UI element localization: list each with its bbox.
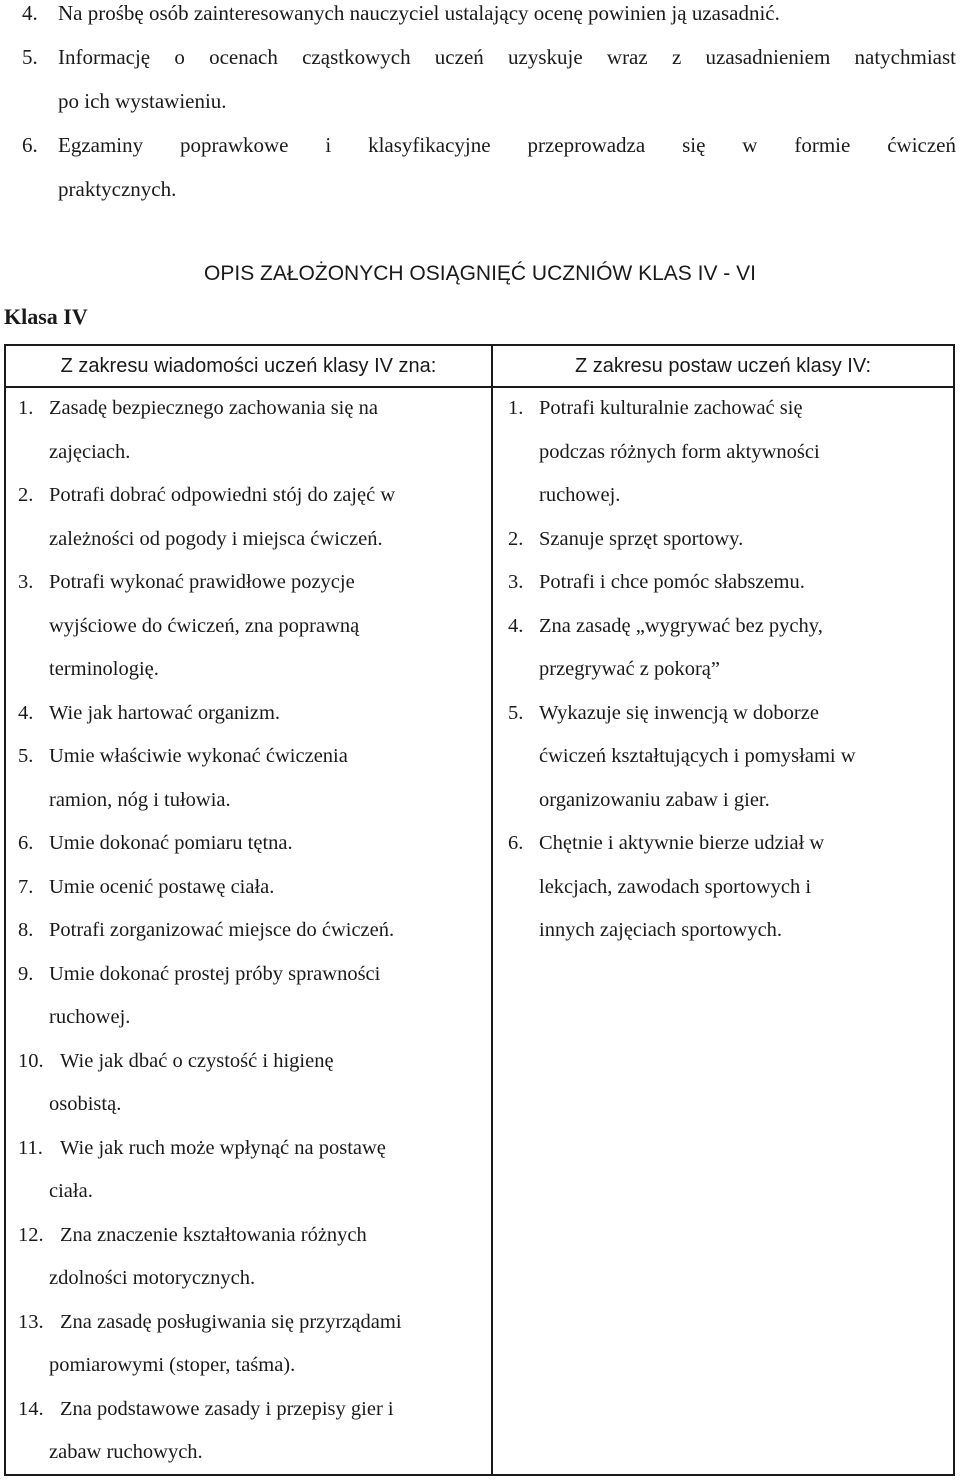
- attitudes-column-header: Z zakresu postaw uczeń klasy IV:: [574, 355, 872, 377]
- list-item-number: 2.: [508, 527, 524, 550]
- attitude-item: [508, 822, 953, 953]
- list-item-line: Potrafi zorganizować miejsce do ćwiczeń.: [49, 919, 395, 941]
- list-item-line: Umie właściwie wykonać ćwiczenia: [49, 745, 348, 767]
- list-item-number: 2.: [18, 484, 34, 506]
- list-item-line: innych zajęciach sportowych.: [539, 919, 783, 941]
- list-item-line: Zasadę bezpiecznego zachowania się na: [49, 397, 378, 419]
- page-title: OPIS ZAŁOŻONYCH OSIĄGNIĘĆ UCZNIÓW KLAS IV - VI: [204, 262, 756, 285]
- list-item-number: 7.: [18, 875, 34, 898]
- list-item-line: Szanuje sprzęt sportowy.: [539, 527, 744, 550]
- knowledge-item: [18, 822, 488, 866]
- knowledge-item: [18, 1214, 488, 1301]
- list-item-number: 9.: [18, 962, 34, 985]
- list-item-line: zajęciach.: [49, 440, 131, 463]
- list-item-line: ramion, nóg i tułowia.: [49, 788, 231, 811]
- list-item-line: terminologię.: [49, 658, 159, 680]
- intro-item-text-cont: po ich wystawieniu.: [58, 89, 227, 113]
- list-item-number: 10.: [18, 1049, 44, 1072]
- knowledge-item: [18, 561, 488, 692]
- list-item-line: Potrafi kulturalnie zachować się: [539, 397, 803, 419]
- list-item-line: Wie jak dbać o czystość i higienę: [60, 1049, 334, 1072]
- list-item-number: 13.: [18, 1310, 44, 1333]
- list-item-line: zabaw ruchowych.: [49, 1441, 203, 1463]
- attitude-item: [508, 518, 953, 562]
- list-item-line: Potrafi wykonać prawidłowe pozycje: [49, 571, 355, 593]
- list-item-number: 4.: [508, 614, 524, 637]
- intro-item-number: 6.: [22, 133, 38, 157]
- list-item-line: ciała.: [49, 1180, 93, 1202]
- list-item-line: Wie jak ruch może wpłynąć na postawę: [60, 1136, 386, 1159]
- list-item-line: Zna zasadę posługiwania się przyrządami: [60, 1310, 402, 1333]
- list-item-line: Umie dokonać pomiaru tętna.: [49, 832, 293, 854]
- knowledge-item: [18, 474, 488, 561]
- knowledge-item: [18, 953, 488, 1040]
- list-item-line: pomiarowymi (stoper, taśma).: [49, 1354, 296, 1376]
- knowledge-item: [18, 1301, 488, 1388]
- list-item-number: 6.: [18, 832, 34, 854]
- list-item-line: Umie ocenić postawę ciała.: [49, 875, 275, 898]
- list-item-line: Zna podstawowe zasady i przepisy gier i: [60, 1397, 394, 1420]
- list-item-line: zależności od pogody i miejsca ćwiczeń.: [49, 527, 383, 550]
- intro-item-text: Egzaminy poprawkowe i klasyfikacyjne przeprowadza się w formie ćwiczeń: [58, 133, 956, 157]
- list-item-line: organizowaniu zabaw i gier.: [539, 788, 770, 811]
- list-item-line: Potrafi i chce pomóc słabszemu.: [539, 571, 805, 593]
- attitude-item: [508, 605, 953, 692]
- knowledge-item: [18, 1040, 488, 1127]
- list-item-line: ćwiczeń kształtujących i pomysłami w: [539, 745, 856, 767]
- attitudes-list: [508, 387, 953, 953]
- list-item-number: 3.: [18, 571, 34, 593]
- knowledge-item: [18, 1127, 488, 1214]
- knowledge-list: [18, 387, 488, 1475]
- list-item-line: osobistą.: [49, 1093, 122, 1115]
- attitude-item: [508, 561, 953, 605]
- list-item-number: 4.: [18, 701, 34, 724]
- list-item-line: Wie jak hartować organizm.: [49, 701, 281, 724]
- list-item-number: 1.: [18, 397, 34, 419]
- list-item-line: ruchowej.: [539, 484, 621, 506]
- knowledge-column-header: Z zakresu wiadomości uczeń klasy IV zna:: [60, 355, 437, 377]
- list-item-line: Zna zasadę „wygrywać bez pychy,: [539, 614, 823, 637]
- list-item-number: 14.: [18, 1397, 44, 1420]
- list-item-line: ruchowej.: [49, 1006, 131, 1028]
- list-item-number: 12.: [18, 1223, 44, 1246]
- list-item-number: 1.: [508, 397, 524, 419]
- list-item-line: przegrywać z pokorą”: [539, 658, 720, 680]
- list-item-number: 8.: [18, 919, 34, 941]
- list-item-number: 11.: [18, 1136, 43, 1159]
- list-item-line: lekcjach, zawodach sportowych i: [539, 875, 812, 898]
- list-item-line: Wykazuje się inwencją w doborze: [539, 701, 819, 724]
- list-item-line: Zna znaczenie kształtowania różnych: [60, 1223, 367, 1246]
- intro-item-number: 4.: [22, 1, 38, 25]
- list-item-number: 5.: [508, 701, 524, 724]
- intro-item-text-cont: praktycznych.: [58, 177, 177, 201]
- attitude-item: [508, 387, 953, 518]
- knowledge-item: [18, 387, 488, 474]
- table-column-divider: [491, 344, 493, 1476]
- knowledge-item: [18, 866, 488, 910]
- list-item-number: 6.: [508, 832, 524, 854]
- intro-item-text: Na prośbę osób zainteresowanych nauczyciel ustalający ocenę powinien ją uzasadnić.: [58, 1, 780, 25]
- list-item-line: zdolności motorycznych.: [49, 1267, 256, 1289]
- knowledge-item: [18, 1388, 488, 1475]
- list-item-line: wyjściowe do ćwiczeń, zna poprawną: [49, 614, 360, 637]
- knowledge-item: [18, 692, 488, 736]
- list-item-line: podczas różnych form aktywności: [539, 440, 820, 463]
- intro-item-text: Informację o ocenach cząstkowych uczeń uzyskuje wraz z uzasadnieniem natychmiast: [58, 45, 956, 69]
- list-item-line: Potrafi dobrać odpowiedni stój do zajęć w: [49, 484, 396, 506]
- list-item-line: Chętnie i aktywnie bierze udział w: [539, 832, 825, 854]
- list-item-number: 3.: [508, 571, 524, 593]
- knowledge-item: [18, 909, 488, 953]
- attitude-item: [508, 692, 953, 823]
- list-item-number: 5.: [18, 745, 34, 767]
- intro-item-number: 5.: [22, 45, 38, 69]
- class-label: Klasa IV: [4, 304, 88, 329]
- list-item-line: Umie dokonać prostej próby sprawności: [49, 962, 381, 985]
- knowledge-item: [18, 735, 488, 822]
